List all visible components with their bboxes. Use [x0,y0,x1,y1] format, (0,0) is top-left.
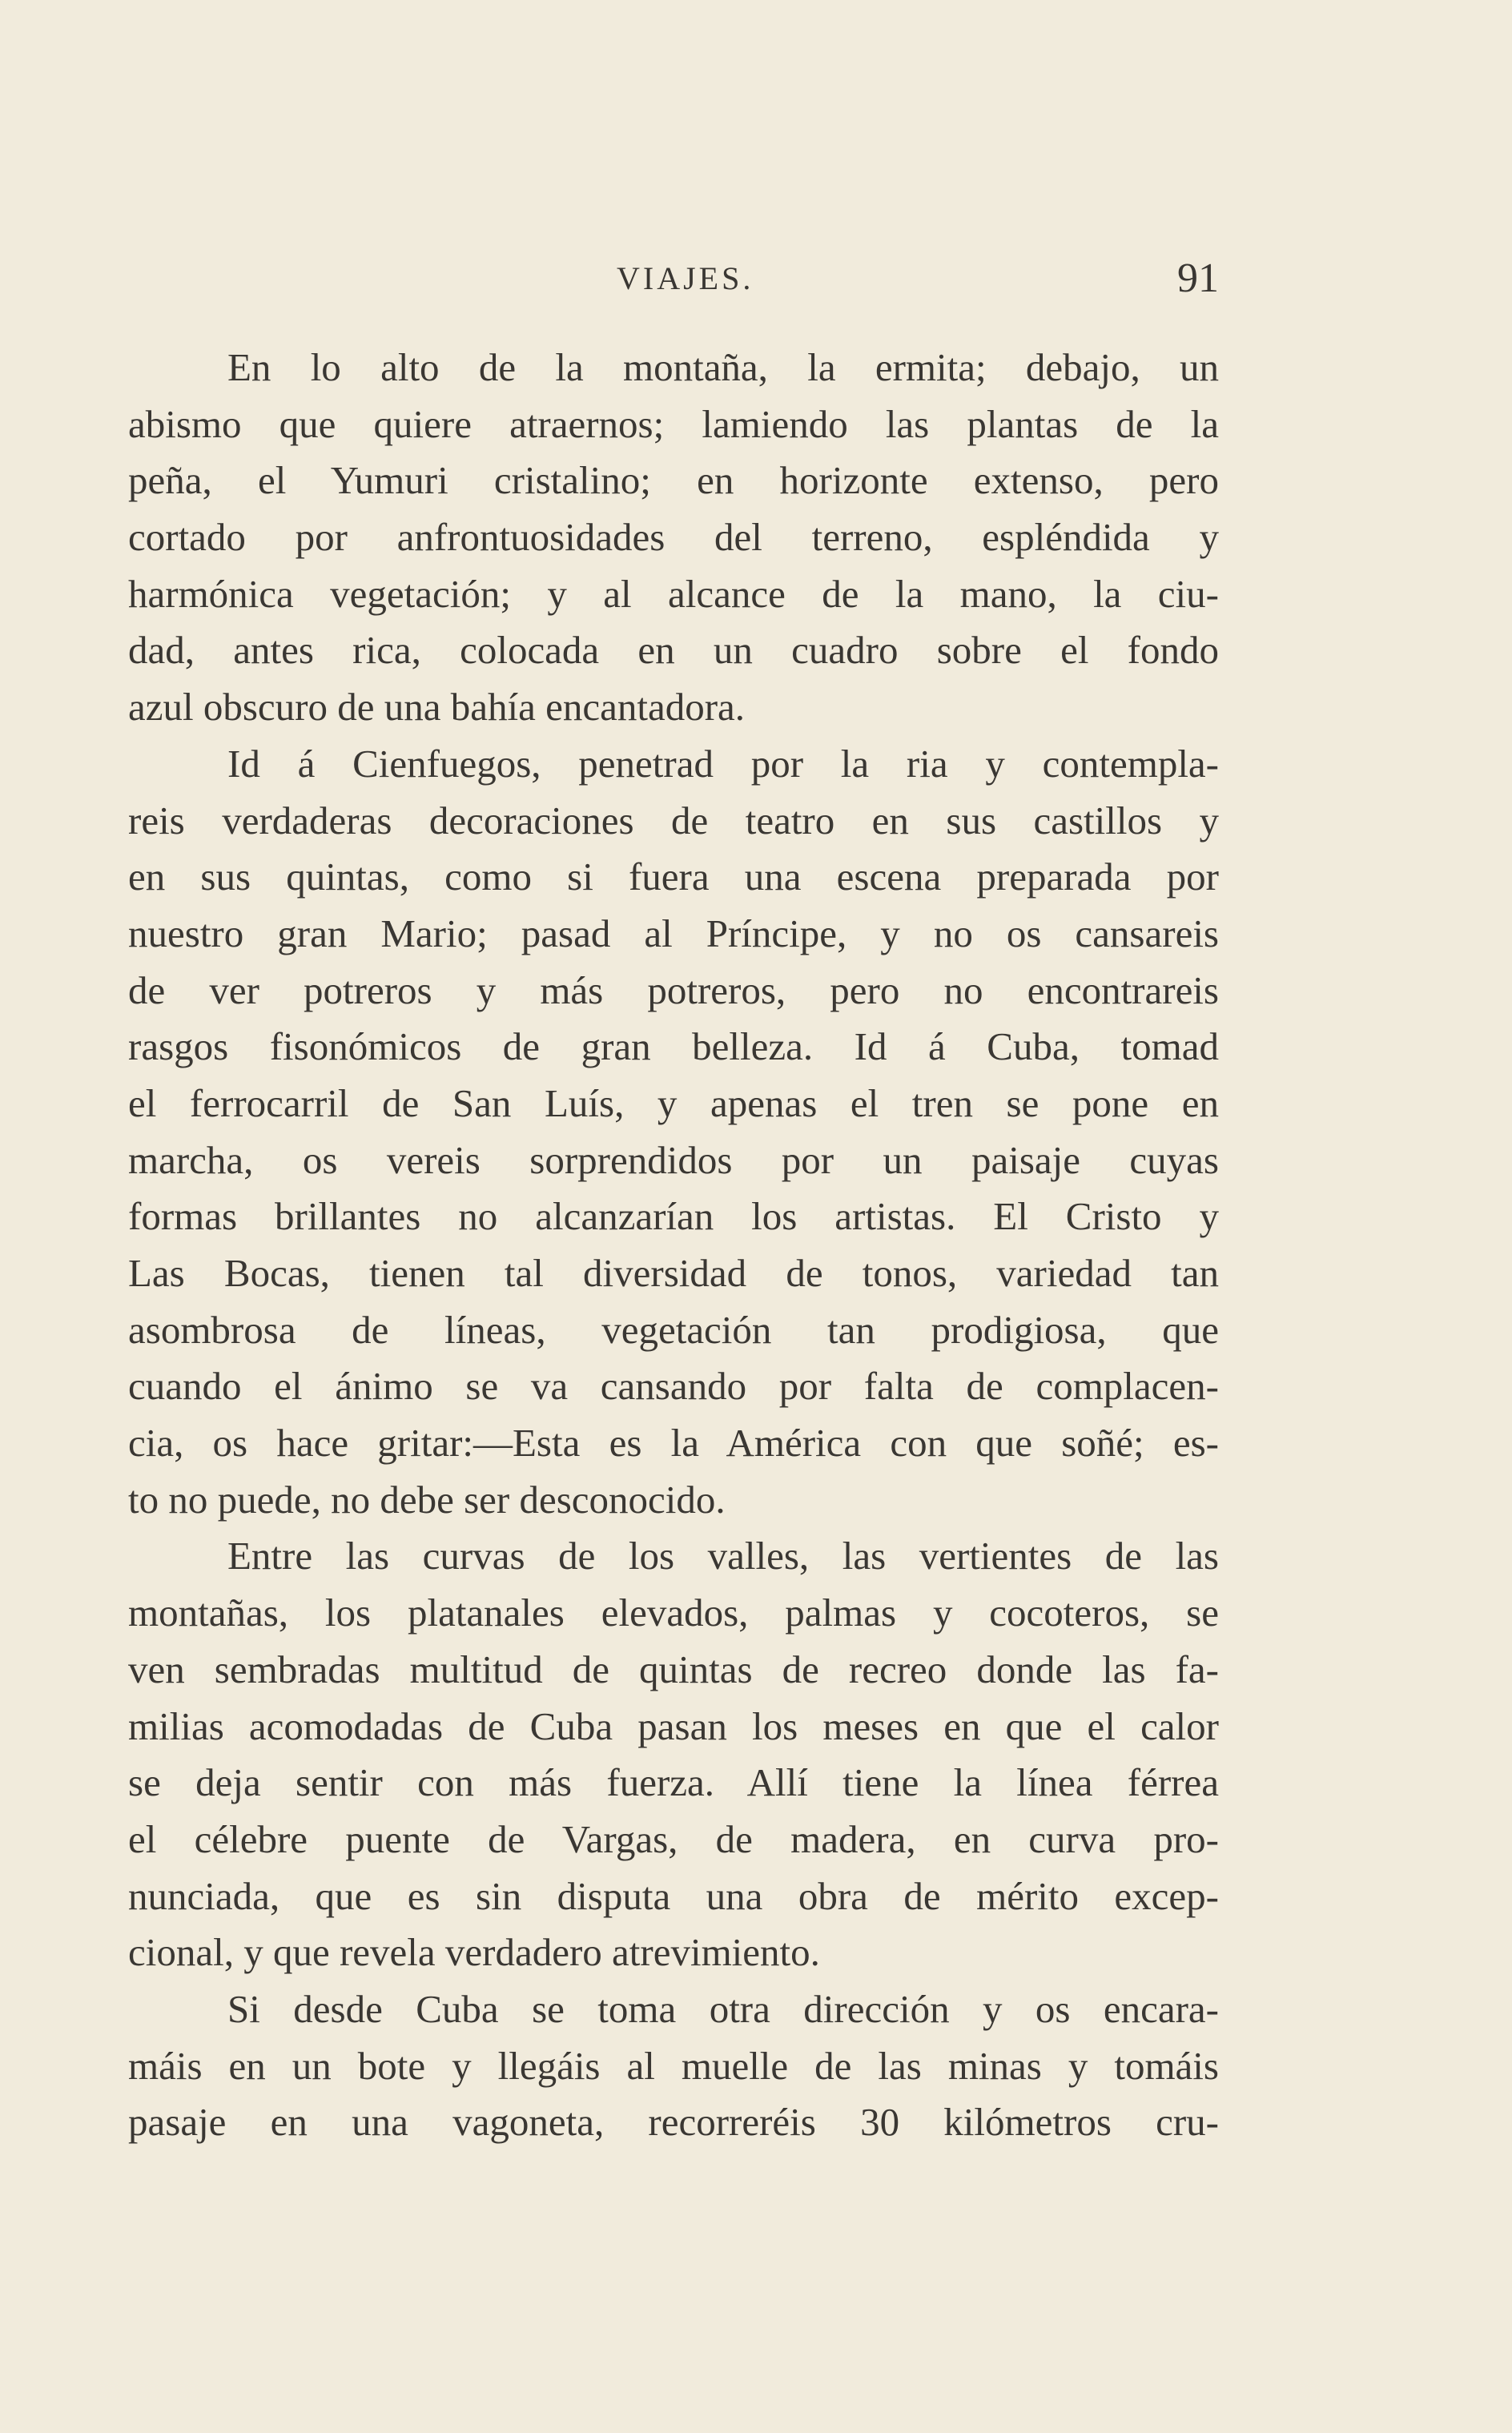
page-header [128,255,1219,303]
paragraph-1 [128,340,1219,736]
text-line: nunciada, que es sin disputa una obra de mérito excep- [128,1873,1219,1918]
text-line: máis en un bote y llegáis al muelle de las minas y tomáis [128,2043,1219,2088]
text-line: nuestro gran Mario; pasad al Príncipe, y no os cansareis [128,911,1219,955]
text-line: montañas, los platanales elevados, palmas y cocoteros, se [128,1590,1219,1635]
text-line: to no puede, no debe ser desconocido. [128,1477,726,1522]
text-line: el célebre puente de Vargas, de madera, en curva pro- [128,1816,1219,1861]
text-line: peña, el Yumuri cristalino; en horizonte extenso, pero [128,458,1219,503]
text-line: Las Bocas, tienen tal diversidad de tonos, variedad tan [128,1251,1219,1295]
text-line: cional, y que revela verdadero atrevimiento. [128,1930,820,1975]
text-line: formas brillantes no alcanzarían los artistas. El Cristo y [128,1194,1219,1239]
text-line: Entre las curvas de los valles, las vertientes de las [227,1534,1219,1578]
text-line: harmónica vegetación; y al alcance de la mano, la ciu- [128,571,1219,616]
text-line: asombrosa de líneas, vegetación tan prodigiosa, que [128,1307,1219,1352]
body-text [128,340,1219,2151]
text-line: En lo alto de la montaña, la ermita; debajo, un [227,345,1219,389]
text-line: Id á Cienfuegos, penetrad por la ria y contempla- [227,741,1219,786]
text-line: rasgos fisonómicos de gran belleza. Id á Cuba, tomad [128,1024,1219,1069]
text-line: dad, antes rica, colocada en un cuadro sobre el fondo [128,628,1219,673]
text-line: cia, os hace gritar:—Esta es la América con que soñé; es- [128,1421,1219,1466]
paragraph-3 [128,1528,1219,1981]
text-line: cortado por anfrontuosidades del terreno, espléndida y [128,515,1219,560]
text-line: se deja sentir con más fuerza. Allí tiene la línea férrea [128,1760,1219,1805]
paragraph-4 [128,1981,1219,2151]
text-line: Si desde Cuba se toma otra dirección y os encara- [227,1986,1219,2031]
text-line: ven sembradas multitud de quintas de recreo donde las fa- [128,1647,1219,1691]
text-line: marcha, os vereis sorprendidos por un paisaje cuyas [128,1137,1219,1182]
text-line: el ferrocarril de San Luís, y apenas el tren se pone en [128,1080,1219,1125]
text-line: abismo que quiere atraernos; lamiendo las plantas de la [128,401,1219,446]
text-line: azul obscuro de una bahía encantadora. [128,685,746,730]
text-line: pasaje en una vagoneta, recorreréis 30 kilómetros cru- [128,2100,1219,2145]
text-line: reis verdaderas decoraciones de teatro en sus castillos y [128,798,1219,843]
text-line: milias acomodadas de Cuba pasan los meses en que el calor [128,1703,1219,1748]
text-line: cuando el ánimo se va cansando por falta de complacen- [128,1364,1219,1409]
page-number: 91 [1177,255,1219,301]
paragraph-2 [128,736,1219,1529]
running-title: VIAJES. [617,260,754,296]
text-line: de ver potreros y más potreros, pero no encontrareis [128,967,1219,1012]
text-line: en sus quintas, como si fuera una escena preparada por [128,855,1219,899]
